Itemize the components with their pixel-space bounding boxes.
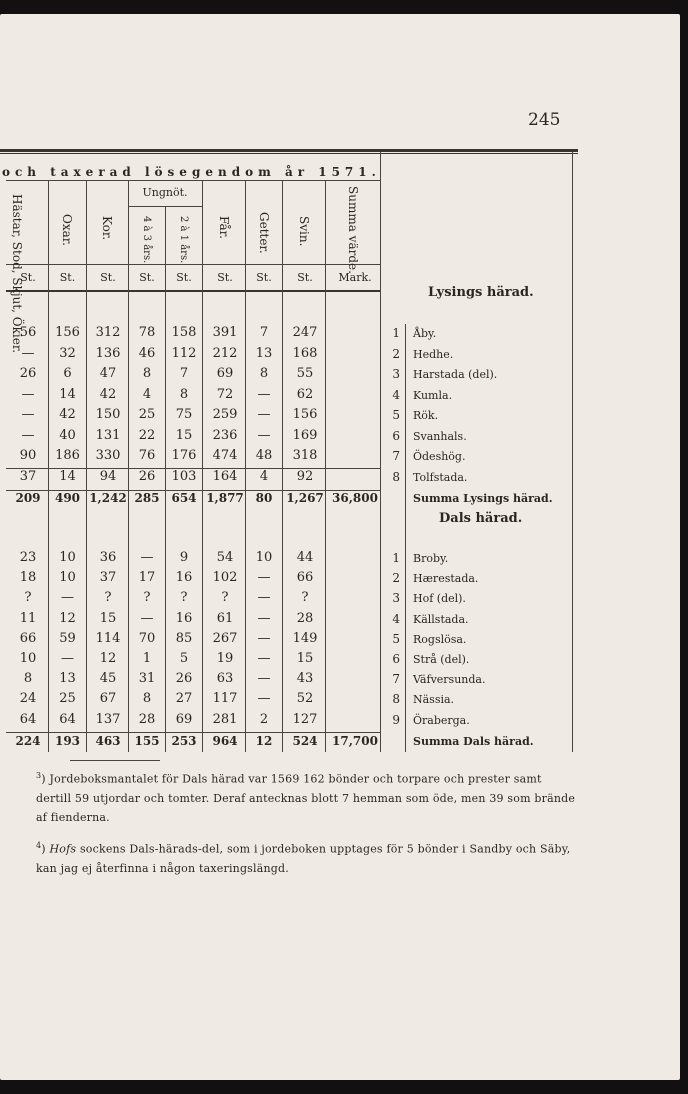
table-cell: 158 (171, 325, 197, 340)
row-name: Tolfstada. (413, 470, 468, 484)
table-cell: 17,700 (332, 734, 378, 748)
table-cell: 1,877 (206, 491, 244, 505)
footnote-3-text: Jordeboksmantalet för Dals härad var 1569 162 bönder och torpare och prester samt dertill 59 utjordar och tomter. Deraf antecknas blott 7 hemman som öde, men 39 som brände af fienderna. (36, 772, 576, 824)
row-name: Ödeshög. (413, 450, 466, 463)
col-header-ungnot-b: 2 à 1 års. (178, 216, 189, 264)
table-cell: 391 (212, 325, 238, 340)
row-number: 6 (392, 428, 400, 443)
table-cell: — (61, 590, 74, 606)
table-cell: 155 (134, 734, 160, 748)
table-cell: 67 (99, 691, 117, 707)
table-cell: 37 (99, 570, 117, 586)
table-cell: 5 (179, 651, 189, 666)
table-cell: 24 (19, 691, 37, 707)
table-cell: 28 (138, 711, 156, 727)
table-cell: 76 (138, 448, 156, 463)
table-cell: 26 (175, 671, 193, 687)
table-cell: 40 (59, 427, 76, 443)
table-cell: 259 (212, 407, 238, 422)
table-cell: 654 (171, 491, 197, 505)
page (0, 14, 680, 1080)
table-cell: 56 (19, 325, 37, 340)
row-number: 2 (392, 346, 400, 361)
table-cell: 150 (95, 407, 121, 422)
table-cell: 63 (216, 671, 234, 687)
col-header-far: Får. (217, 216, 231, 239)
row-number: 3 (392, 591, 400, 606)
row-number: 8 (392, 692, 400, 707)
units-line (6, 290, 380, 292)
table-cell: 9 (179, 550, 189, 565)
col-line (202, 180, 203, 752)
footnote-4-emph: Hofs (49, 842, 77, 856)
table-cell: 136 (95, 345, 121, 361)
table-cell: 267 (212, 630, 238, 646)
table-cell: 42 (99, 386, 117, 402)
table-cell: — (140, 610, 154, 626)
table-cell: 463 (95, 734, 121, 748)
row-number: 3 (392, 367, 400, 381)
table-cell: 54 (216, 550, 234, 565)
table-cell: 137 (95, 711, 121, 727)
table-cell: 37 (19, 468, 37, 484)
table-cell: 19 (216, 651, 234, 666)
table-cell: 149 (292, 630, 318, 646)
table-cell: 62 (296, 386, 314, 402)
table-cell: 47 (99, 366, 117, 381)
col-header-hastar: Hästar, Stod, Skjut, Ökier. (10, 194, 24, 354)
table-cell: — (61, 651, 74, 666)
table-cell: 32 (59, 345, 76, 361)
row-number: 8 (392, 469, 400, 484)
table-cell: 10 (59, 550, 76, 565)
table-cell: 61 (216, 610, 234, 626)
table-cell: 16 (175, 610, 193, 626)
table-cell: 2 (259, 711, 269, 727)
row-name: Harstada (del). (413, 368, 498, 381)
table-cell: 117 (212, 691, 238, 707)
table-cell: 8 (142, 366, 152, 381)
row-name: Hærestada. (413, 572, 479, 586)
table-cell: 964 (212, 734, 238, 748)
page-number: 245 (528, 110, 561, 130)
table-cell: 330 (95, 448, 121, 463)
footnote-3: $^3$) Jordeboksmantalet för Dals härad var 1569 162 bönder och torpare och prester samt dertill 59 utjordar och tomter. Deraf antecknas blott 7 hemman som öde, men 39 som brände af fienderna. (36, 771, 576, 824)
row-number: 1 (392, 551, 400, 565)
row-name: Strå (del). (413, 653, 470, 666)
col-header-oxar: Oxar. (60, 214, 74, 246)
unit-label: St. (297, 271, 313, 284)
dal-heading: Dals härad. (439, 511, 523, 526)
table-cell: 15 (296, 651, 314, 666)
table-cell: 80 (255, 491, 273, 505)
table-cell: 13 (59, 671, 76, 687)
table-cell: ? (24, 590, 32, 606)
table-cell: 66 (19, 630, 37, 646)
row-number: 7 (392, 449, 400, 463)
table-cell: 318 (292, 448, 318, 463)
col-header-svin: Svin. (297, 216, 311, 247)
table-cell: 17 (138, 570, 156, 586)
col-line (245, 180, 246, 752)
table-cell: 23 (19, 550, 37, 565)
footnote-3-mark: 3 (36, 771, 42, 780)
table-cell: 55 (296, 366, 314, 381)
table-cell: — (140, 550, 154, 565)
table-cell: ? (180, 590, 188, 606)
table-title: och taxerad lösegendom år 1571. (2, 165, 381, 179)
table-cell: 8 (179, 386, 189, 402)
table-cell: 85 (175, 630, 193, 646)
table-cell: 156 (292, 407, 318, 422)
unit-label: St. (256, 271, 272, 284)
table-cell: 64 (59, 711, 76, 727)
sum-label: Summa Dals härad. (413, 735, 534, 748)
table-cell: 12 (59, 610, 76, 626)
table-cell: 48 (255, 448, 273, 463)
table-cell: 27 (175, 691, 193, 707)
col-line (128, 180, 129, 752)
unit-label: St. (217, 271, 233, 284)
table-cell: 176 (171, 448, 197, 463)
top-rule (0, 149, 578, 154)
unit-label: St. (59, 271, 76, 284)
table-cell: 75 (175, 407, 193, 422)
table-cell: 10 (255, 550, 273, 565)
table-cell: 92 (296, 468, 314, 484)
table-cell: 4 (142, 386, 152, 402)
table-cell: ? (104, 590, 112, 606)
table-cell: 13 (255, 345, 273, 361)
col-header-ungnot-a: 4 à 3 års. (141, 216, 152, 264)
table-cell: — (21, 386, 35, 402)
row-name: Åby. (413, 327, 437, 340)
table-cell: — (257, 570, 271, 586)
table-cell: 4 (259, 468, 269, 484)
row-name: Broby. (413, 552, 449, 565)
table-cell: 52 (296, 691, 314, 707)
table-cell: 114 (95, 630, 121, 646)
table-cell: — (257, 671, 271, 687)
col-line (86, 180, 87, 752)
col-header-ungnot: Ungnöt. (142, 186, 188, 199)
table-cell: 16 (175, 570, 193, 586)
table-cell: — (257, 386, 271, 402)
col-line (325, 180, 326, 752)
table-cell: 15 (175, 427, 193, 443)
table-cell: 127 (292, 711, 318, 727)
unit-label: St. (20, 271, 36, 284)
table-cell: 25 (138, 407, 156, 422)
table-cell: 14 (59, 468, 76, 484)
lysing-heading: Lysings härad. (428, 285, 534, 300)
table-cell: ? (301, 590, 309, 606)
row-number: 2 (392, 571, 400, 586)
table-cell: 156 (55, 325, 80, 340)
table-cell: — (21, 407, 35, 422)
table-cell: ? (221, 590, 229, 606)
table-cell: 112 (171, 345, 197, 361)
row-number: 9 (392, 712, 400, 727)
header-top-line (6, 180, 380, 181)
table-cell: 8 (142, 691, 152, 707)
table-cell: 6 (63, 366, 72, 381)
row-name: Rogslösa. (413, 632, 467, 646)
table-cell: 7 (259, 325, 269, 340)
table-cell: 186 (55, 448, 80, 463)
table-cell: 224 (15, 734, 41, 748)
row-name: Öraberga. (413, 713, 470, 727)
col-header-summa: Summa värde. (346, 186, 360, 274)
table-cell: 253 (171, 734, 197, 748)
table-cell: 8 (259, 366, 269, 381)
table-cell: 12 (99, 651, 117, 666)
row-number: 1 (392, 326, 400, 340)
footnote-rule (70, 760, 160, 761)
table-cell: 31 (138, 671, 156, 687)
table-cell: 94 (99, 468, 117, 484)
col-header-getter: Getter. (257, 212, 271, 254)
row-number: 4 (392, 611, 400, 626)
table-cell: 10 (19, 651, 37, 666)
table-cell: 36 (99, 550, 117, 565)
table-cell: 28 (296, 610, 314, 626)
table-cell: — (257, 427, 271, 443)
col-line (405, 324, 406, 752)
table-cell: 45 (99, 671, 117, 687)
table-cell: 103 (171, 468, 197, 484)
table-cell: 15 (99, 610, 117, 626)
unit-label: St. (176, 271, 192, 284)
table-cell: 1 (142, 651, 152, 666)
table-cell: 524 (292, 734, 318, 748)
col-line (282, 180, 283, 752)
table-cell: 168 (292, 345, 318, 361)
row-name: Rök. (413, 409, 439, 422)
table-cell: 247 (292, 325, 318, 340)
table-cell: 193 (54, 734, 81, 748)
header-bottom-line (6, 264, 380, 265)
row-name: Kumla. (413, 388, 453, 402)
table-cell: — (257, 691, 271, 707)
row-number: 5 (392, 631, 400, 646)
table-cell: 1,242 (89, 491, 127, 505)
table-cell: 212 (212, 345, 238, 361)
row-number: 5 (392, 408, 400, 422)
dal-sum-top (6, 732, 380, 733)
table-cell: — (21, 427, 35, 443)
table-cell: — (257, 407, 271, 422)
table-cell: 131 (95, 427, 121, 443)
col-header-kor: Kor. (100, 216, 114, 241)
table-cell: 8 (23, 671, 33, 687)
table-cell: 285 (134, 491, 160, 505)
table-cell: 474 (212, 448, 238, 463)
table-cell: 169 (292, 427, 318, 443)
table-cell: 209 (15, 491, 41, 505)
table-cell: 22 (138, 427, 156, 443)
table-cell: 44 (296, 550, 314, 565)
unit-label: St. (139, 271, 155, 284)
table-cell: 14 (59, 386, 76, 402)
table-cell: 281 (212, 711, 238, 727)
table-cell: 7 (179, 366, 189, 381)
table-cell: 12 (255, 734, 273, 748)
table-cell: 42 (59, 407, 76, 422)
table-cell: — (257, 590, 271, 606)
row-name: Svanhals. (413, 429, 467, 443)
table-cell: 90 (19, 448, 37, 463)
col-line (572, 152, 573, 752)
table-cell: 59 (59, 630, 76, 646)
table-cell: 18 (19, 570, 37, 586)
table-cell: 312 (95, 325, 121, 340)
table-cell: 78 (138, 325, 156, 340)
table-cell: 26 (138, 468, 156, 484)
table-cell: 66 (296, 570, 314, 586)
row-name: Nässia. (413, 693, 455, 707)
row-name: Källstada. (413, 612, 469, 626)
footnote-4: $^4$) Hofs sockens Dals-härads-del, som i jordeboken upptages för 5 bönder i Sandby och Säby, kan jag ej återfinna i någon taxeringslängd. (36, 841, 571, 875)
table-cell: — (257, 651, 271, 666)
table-cell: 1,267 (286, 491, 324, 505)
footnote-4-mark: 4 (36, 841, 42, 850)
table-cell: 64 (19, 711, 37, 727)
unit-label: Mark. (338, 271, 372, 284)
table-cell: 36,800 (332, 491, 378, 505)
table-cell: 26 (19, 366, 37, 381)
table-cell: 102 (212, 570, 238, 586)
unit-label: St. (100, 271, 116, 284)
table-cell: ? (143, 590, 151, 606)
table-cell: 11 (19, 610, 37, 626)
table-cell: 164 (212, 468, 238, 484)
table-cell: 43 (296, 671, 314, 687)
table-cell: 69 (216, 366, 234, 381)
sum-label: Summa Lysings härad. (413, 492, 553, 505)
col-line (380, 152, 381, 752)
table-cell: 25 (59, 691, 76, 707)
footnote-4-text: sockens Dals-härads-del, som i jordeboken upptages för 5 bönder i Sandby och Säby, kan jag ej återfinna i någon taxeringslängd. (36, 842, 571, 875)
row-name: Hedhe. (413, 347, 454, 361)
table-cell: 69 (175, 711, 193, 727)
table-cell: 70 (138, 630, 156, 646)
table-cell: 72 (216, 386, 234, 402)
table-cell: — (21, 345, 35, 361)
table-cell: 236 (212, 427, 238, 443)
table-cell: — (257, 630, 271, 646)
row-name: Hof (del). (413, 592, 466, 606)
table-cell: 490 (54, 491, 81, 505)
row-number: 4 (392, 387, 400, 402)
table-cell: — (257, 610, 271, 626)
table-cell: 10 (59, 570, 76, 586)
col-line (48, 180, 49, 752)
row-number: 6 (392, 652, 400, 666)
row-number: 7 (392, 672, 400, 687)
row-name: Väfversunda. (413, 673, 486, 687)
table-cell: 46 (138, 345, 156, 361)
